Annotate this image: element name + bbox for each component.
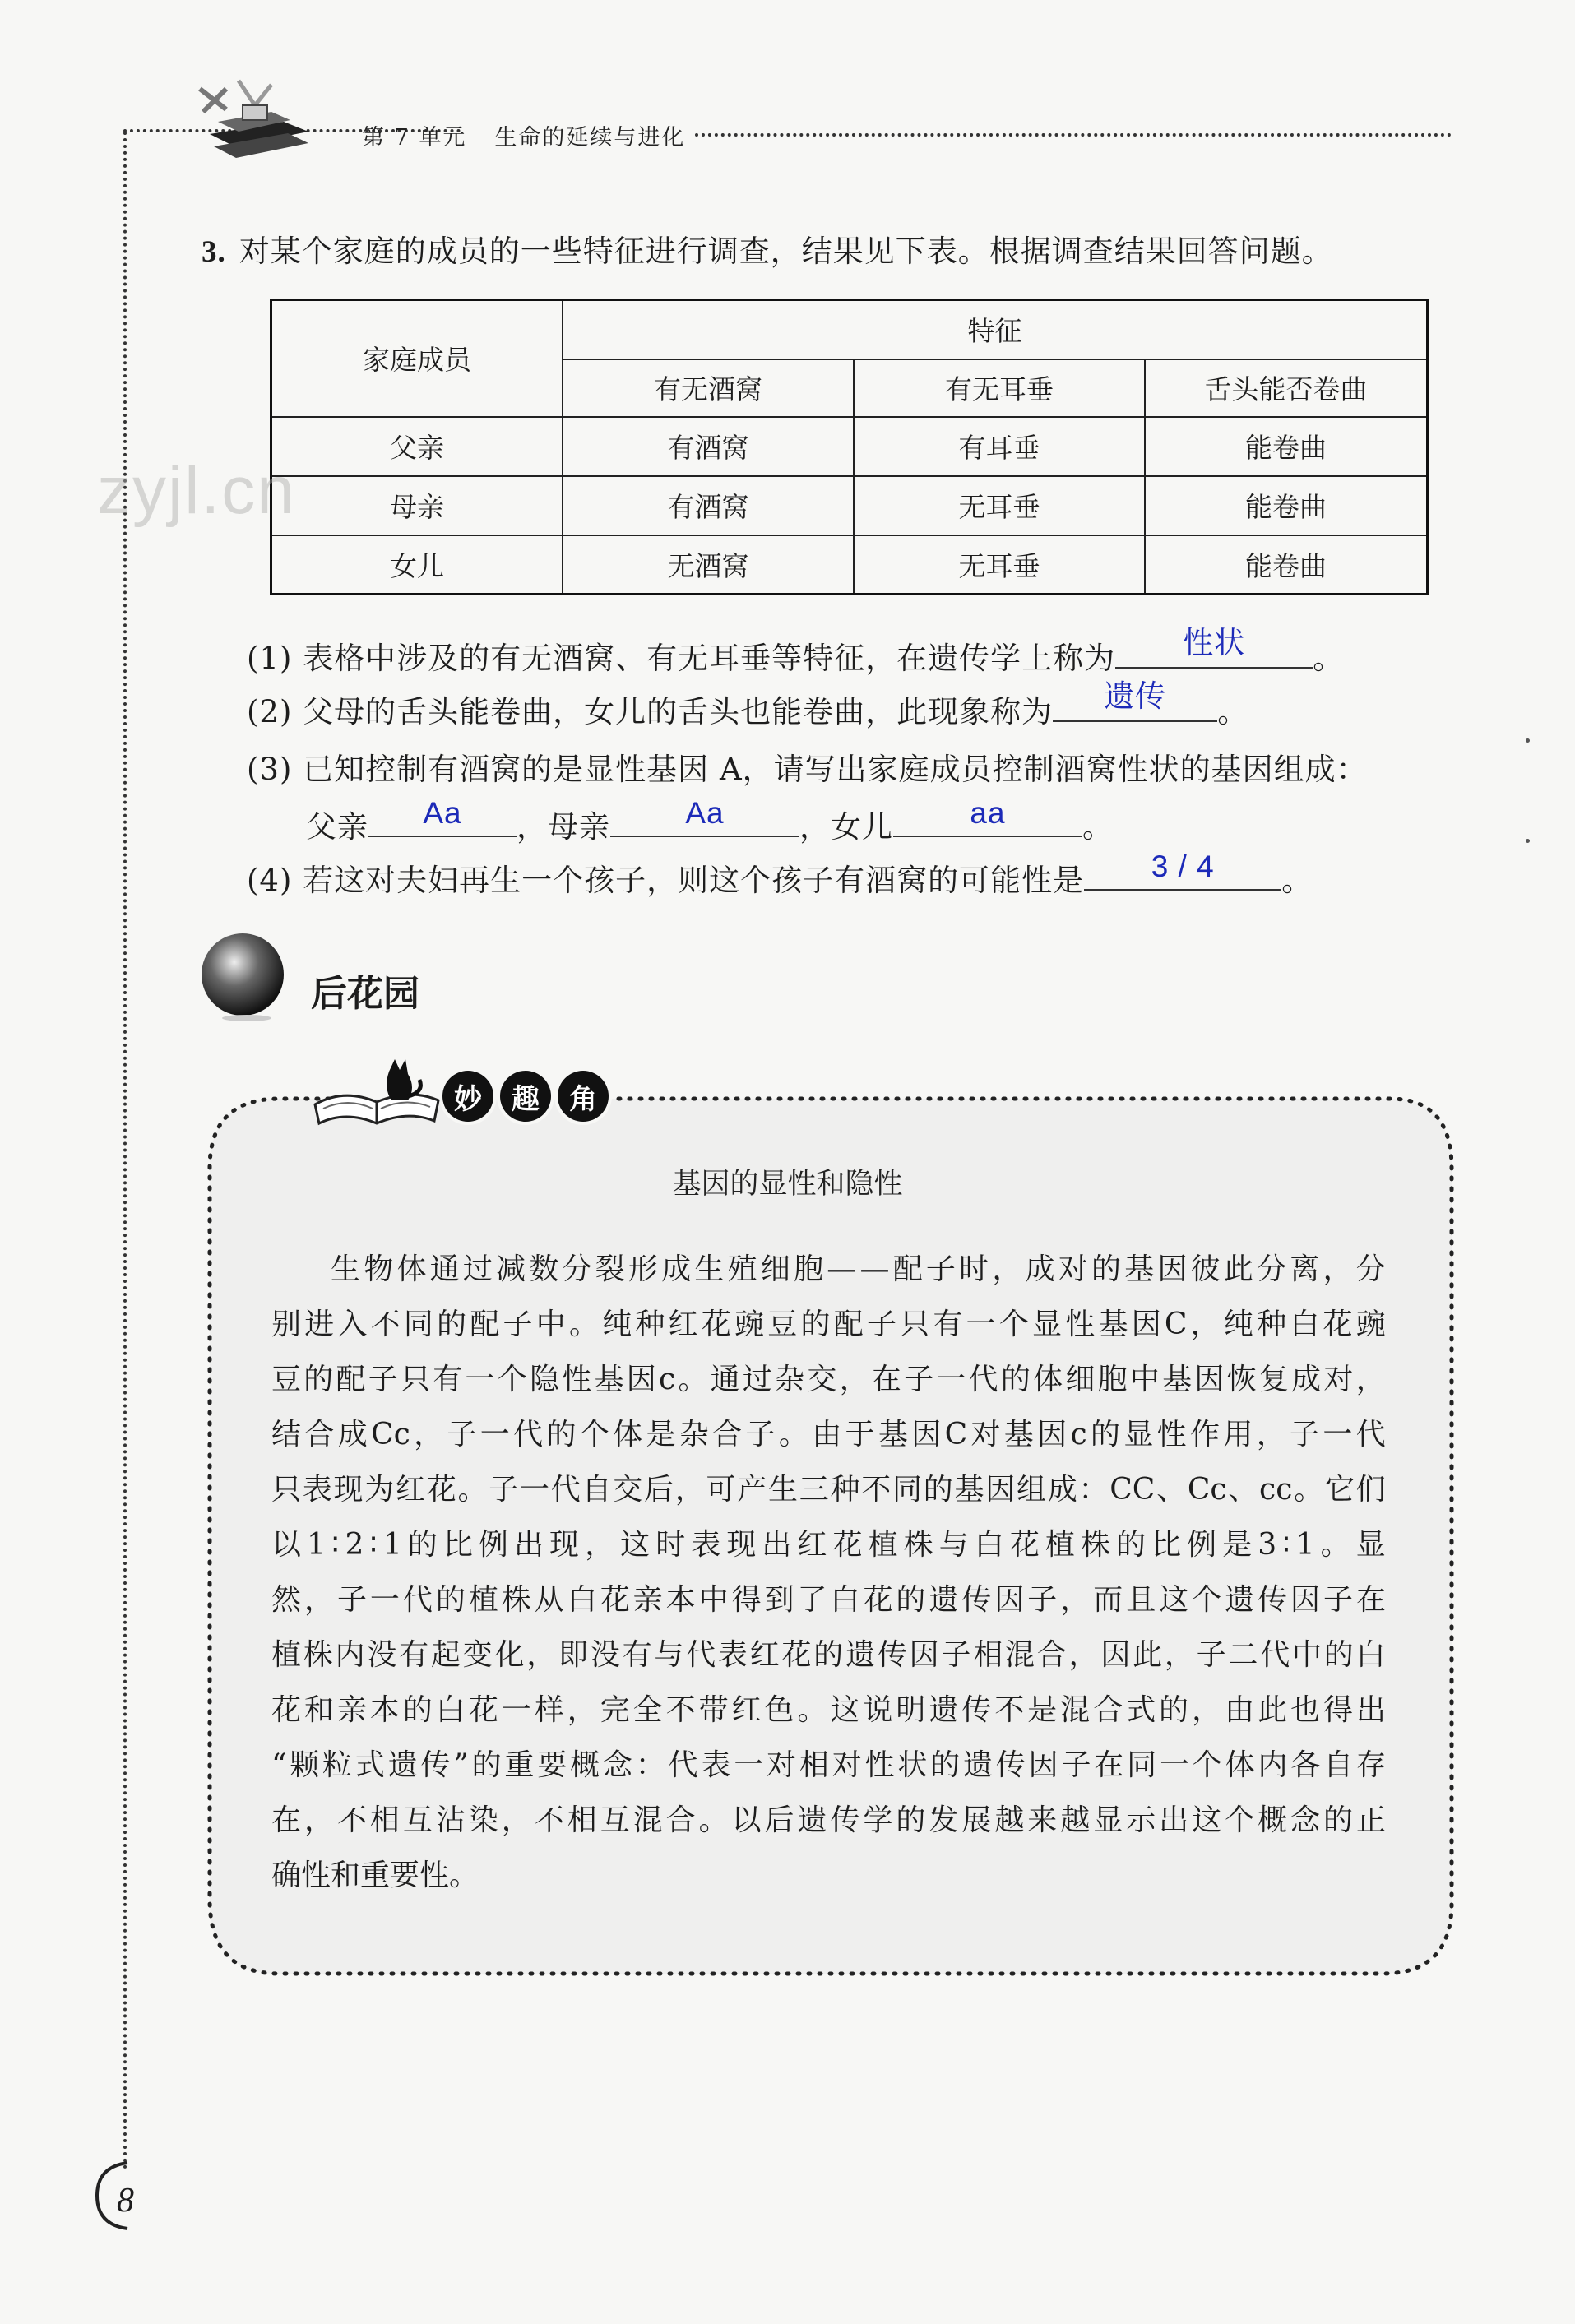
section-title: 后花园: [311, 973, 419, 1015]
unit-label: 第 7 单元: [362, 125, 467, 150]
article-line: 植 株 内 没 有 起 变 化 ， 即 没 有 与 代 表 红 花 的 遗 传 因 子 相 混 合 ， 因 此 ， 子 二 代 中 的 白: [271, 1638, 1386, 1672]
article-line: 确性和重要性。: [271, 1859, 479, 1892]
article-line: 只 表 现 为 红 花 。 子 一 代 自 交 后 ， 可 产 生 三 种 不 同 的 基 因 组 成 ： CC 、 Cc 、 cc 。 它 们: [271, 1473, 1386, 1507]
handwritten-answer: 3 / 4: [1151, 850, 1215, 883]
sub-end: 。: [1217, 694, 1249, 729]
handwritten-answer: 遗传: [1104, 679, 1167, 713]
article-line: 豆 的 配 子 只 有 一 个 隐 性 基 因 c 。 通 过 杂 交 ， 在 子 一 代 的 体 细 胞 中 基 因 恢 复 成 对 ，: [271, 1363, 1386, 1396]
cell-tongue: 能卷曲: [1145, 476, 1428, 535]
cell-earlobe: 无耳垂: [854, 476, 1145, 535]
sub-end: 。: [1082, 809, 1114, 845]
sub-text: 已知控制有酒窝的是显性基因 A，请写出家庭成员控制酒窝性状的基因组成：: [303, 752, 1368, 787]
question-text: 对某个家庭的成员的一些特征进行调查，结果见下表。根据调查结果回答问题。: [239, 234, 1333, 269]
unit-title: 生命的延续与进化: [494, 125, 686, 150]
cell-member: 母亲: [271, 476, 563, 535]
cell-earlobe: 无耳垂: [854, 535, 1145, 595]
subheader-tongue: 舌头能否卷曲: [1145, 359, 1428, 417]
article-line: 以 1 ∶ 2 ∶ 1 的 比 例 出 现 ， 这 时 表 现 出 红 花 植 株 与 白 花 植 株 的 比 例 是 3 ∶ 1 。 显: [271, 1528, 1386, 1562]
watermark: zyjl.cn: [97, 453, 296, 528]
cell-member: 父亲: [271, 417, 563, 476]
article-line: 结 合 成 Cc ， 子 一 代 的 个 体 是 杂 合 子 。 由 于 基 因 C 对 基 因 c 的 显 性 作 用 ， 子 一 代: [271, 1418, 1386, 1451]
article-line: 花 和 亲 本 的 白 花 一 样 ， 完 全 不 带 红 色 。 这 说 明 遗 传 不 是 混 合 式 的 ， 由 此 也 得 出: [271, 1693, 1386, 1727]
sub-text: 父母的舌头能卷曲，女儿的舌头也能卷曲，此现象称为: [303, 694, 1054, 729]
article-line: 在 ， 不 相 互 沾 染 ， 不 相 互 混 合 。 以 后 遗 传 学 的 发 展 越 来 越 显 示 出 这 个 概 念 的 正: [271, 1803, 1386, 1837]
subheader-dimple: 有无酒窝: [563, 359, 854, 417]
sub-text: 若这对夫妇再生一个孩子，则这个孩子有酒窝的可能性是: [303, 863, 1085, 898]
book-cat-icon: [311, 1043, 442, 1133]
cell-earlobe: 有耳垂: [854, 417, 1145, 476]
cell-tongue: 能卷曲: [1145, 535, 1428, 595]
cell-tongue: 能卷曲: [1145, 417, 1428, 476]
article-line: “ 颗 粒 式 遗 传 ” 的 重 要 概 念 ： 代 表 一 对 相 对 性 状 的 遗 传 因 子 在 同 一 个 体 内 各 自 存: [271, 1748, 1386, 1782]
handwritten-answer: Aa: [423, 796, 462, 830]
cell-dimple: 有酒窝: [563, 476, 854, 535]
cell-member: 女儿: [271, 535, 563, 595]
cell-dimple: 有酒窝: [563, 417, 854, 476]
handwritten-answer: aa: [970, 796, 1006, 830]
page-number: 8: [117, 2182, 134, 2220]
subheader-earlobe: 有无耳垂: [854, 359, 1145, 417]
cell-dimple: 无酒窝: [563, 535, 854, 595]
sub-label: (2): [247, 694, 293, 729]
header-member: 家庭成员: [271, 300, 563, 417]
mother-label: ，母亲: [517, 809, 610, 845]
sub-label: (4): [247, 863, 293, 898]
badge-char: 趣: [500, 1071, 551, 1122]
badge-char: 妙: [442, 1071, 493, 1122]
article-body: [271, 1242, 1386, 1903]
handwritten-answer: 性状: [1183, 626, 1246, 660]
daughter-label: ，女儿: [799, 809, 893, 845]
article-line: 别 进 入 不 同 的 配 子 中 。 纯 种 红 花 豌 豆 的 配 子 只 有 一 个 显 性 基 因 C ， 纯 种 白 花 豌: [271, 1308, 1386, 1341]
sub-text: 表格中涉及的有无酒窝、有无耳垂等特征，在遗传学上称为: [303, 641, 1116, 676]
handwritten-answer: Aa: [685, 796, 725, 830]
sub-end: 。: [1281, 863, 1313, 898]
question-number: 3.: [202, 235, 226, 269]
article-line: 然 ， 子 一 代 的 植 株 从 白 花 亲 本 中 得 到 了 白 花 的 遗 传 因 子 ， 而 且 这 个 遗 传 因 子 在: [271, 1583, 1386, 1617]
sub-label: (1): [247, 641, 293, 676]
sub-label: (3): [247, 752, 293, 787]
father-label: 父亲: [306, 809, 368, 845]
badge-char: 角: [558, 1071, 609, 1122]
article-title: 基因的显性和隐性: [672, 1168, 903, 1201]
sub-end: 。: [1313, 641, 1345, 676]
article-line: 生 物 体 通 过 减 数 分 裂 形 成 生 殖 细 胞 — — 配 子 时 ， 成 对 的 基 因 彼 此 分 离 ， 分: [331, 1252, 1386, 1286]
header-feature: 特征: [563, 300, 1428, 359]
